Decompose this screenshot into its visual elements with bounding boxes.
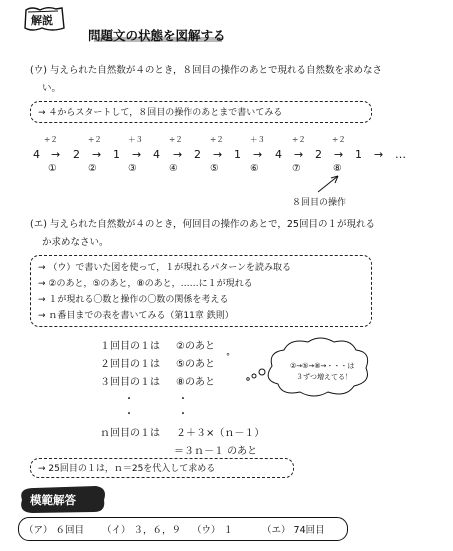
- sequence-number: 1: [355, 148, 362, 161]
- page-title: 問題文の状態を図解する: [88, 28, 226, 43]
- sequence-number: 4: [275, 148, 282, 161]
- hint-e-line: → （ウ）で書いた図を使って，１が現れるパターンを読み取る: [38, 263, 292, 273]
- model-answer-label: 模範解答: [30, 493, 76, 507]
- question-e-line2: か求めなさい。: [42, 237, 109, 248]
- sequence-number: 1: [113, 148, 120, 161]
- answer-a: （ア） ６回目: [24, 525, 85, 536]
- nth-row-label: ｎ回目の１は: [100, 428, 160, 439]
- sequence-arrow: →: [132, 148, 142, 161]
- step-marker: ④: [169, 163, 178, 174]
- step-marker: ⑥: [250, 163, 259, 174]
- row-value: ⑧のあと: [176, 377, 215, 388]
- sequence-arrow: →: [334, 148, 344, 161]
- hint-u-text: → ４からスタートして，８回目の操作のあとまで書いてみる: [38, 108, 283, 118]
- op-label: ＋３: [128, 135, 143, 144]
- callout-eighth-operation: ８回目の操作: [292, 198, 347, 208]
- step-marker: ②: [88, 163, 97, 174]
- sequence-arrow: →: [253, 148, 263, 161]
- sequence-arrow: →: [51, 148, 61, 161]
- op-label: ＋３: [250, 135, 265, 144]
- answer-u: （ウ） １: [192, 525, 234, 536]
- final-hint-text: → 25回目の１は，ｎ＝25を代入して求める: [38, 464, 216, 474]
- answer-i: （イ） ３，６，９: [102, 525, 182, 536]
- question-e-line1: (エ) 与えられた自然数が４のとき，何回目の操作のあとで，25回目の１が現れる: [30, 219, 375, 230]
- cloud-line-1: ②→⑤→⑧→・・・は: [290, 362, 355, 370]
- continuation-dot: ・: [124, 409, 134, 420]
- step-marker: ③: [128, 163, 137, 174]
- question-u-line1: (ウ) 与えられた自然数が４のとき，８回目の操作のあとで現れる自然数を求めなさ: [30, 65, 383, 76]
- row-value: ⑤のあと: [176, 359, 215, 370]
- op-label: ÷２: [169, 135, 183, 144]
- step-marker: ①: [48, 163, 57, 174]
- step-marker: ⑤: [210, 163, 219, 174]
- continuation-dot: ・: [124, 394, 134, 405]
- sequence-arrow: →: [213, 148, 223, 161]
- sequence-number: 2: [315, 148, 322, 161]
- step-marker: ⑧: [333, 163, 342, 174]
- answer-e: （エ） 74回目: [262, 525, 325, 536]
- step-marker: ⑦: [292, 163, 301, 174]
- sequence-number: 2: [73, 148, 80, 161]
- cloud-line-2: ３ずつ増えてる！: [296, 373, 352, 381]
- row-label: １回目の１は: [100, 341, 160, 352]
- hint-e-line: → ②のあと，⑤のあと，⑧のあと，……に１が現れる: [38, 279, 253, 289]
- sequence-number: 4: [153, 148, 160, 161]
- nth-row-expression: ２＋３×（ｎ－１）: [176, 428, 265, 439]
- badge-label: 解説: [31, 14, 53, 27]
- hint-e-line: → １が現れる〇数と操作の〇数の関係を考える: [38, 295, 229, 305]
- sequence-number: 2: [194, 148, 201, 161]
- sequence-ellipsis: …: [395, 148, 406, 161]
- op-label: ÷２: [88, 135, 102, 144]
- nth-row-result: ＝３ｎ－１ のあと: [174, 446, 258, 457]
- continuation-dot: ・: [178, 394, 188, 405]
- hint-e-line: → ｎ番目までの表を書いてみる（第11章 鉄則）: [38, 311, 234, 321]
- sequence-number: 1: [234, 148, 241, 161]
- sequence-arrow: →: [374, 148, 384, 161]
- sequence-number: 4: [33, 148, 40, 161]
- row-value: ②のあと: [176, 341, 215, 352]
- continuation-dot: ・: [178, 409, 188, 420]
- op-label: ÷２: [292, 135, 306, 144]
- degree-mark: °: [226, 352, 230, 361]
- op-label: ÷２: [210, 135, 224, 144]
- question-u-line2: い。: [42, 83, 62, 94]
- sequence-arrow: →: [173, 148, 183, 161]
- op-label: ÷２: [44, 135, 58, 144]
- row-label: ２回目の１は: [100, 359, 160, 370]
- op-label: ÷２: [332, 135, 346, 144]
- row-label: ３回目の１は: [100, 377, 160, 388]
- sequence-arrow: →: [294, 148, 304, 161]
- sequence-arrow: →: [92, 148, 102, 161]
